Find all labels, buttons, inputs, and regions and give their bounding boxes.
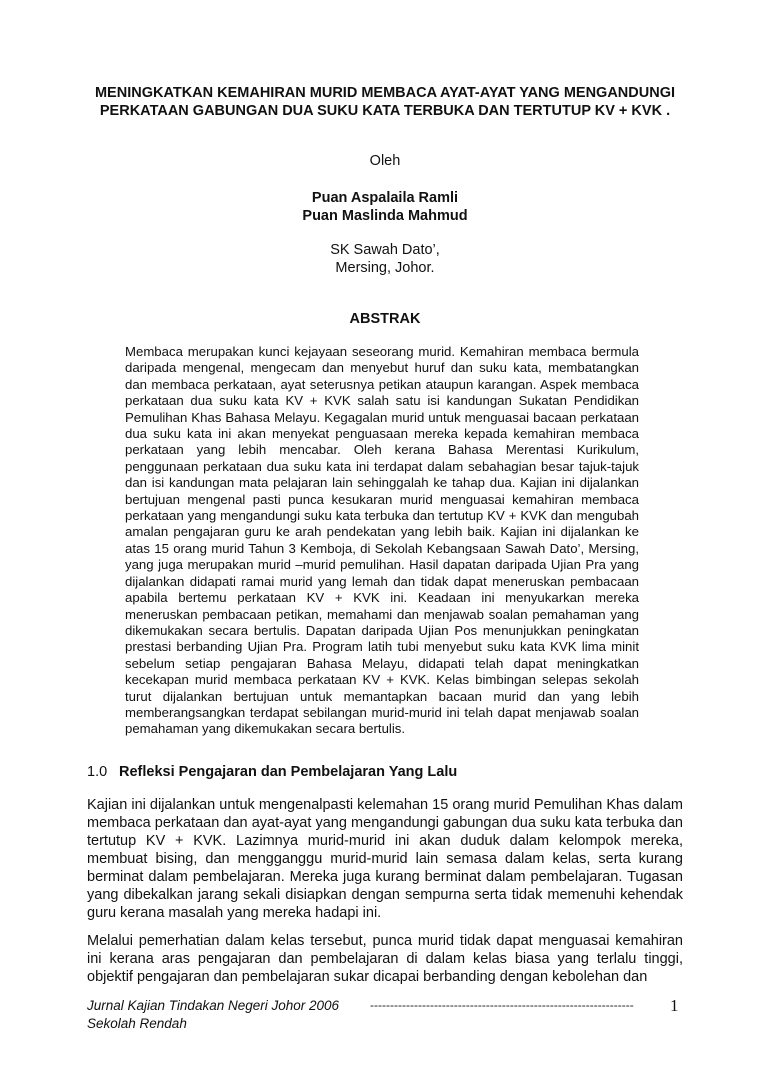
author-name: Puan Maslinda Mahmud bbox=[302, 208, 468, 224]
author-name: Puan Aspalaila Ramli bbox=[311, 190, 459, 206]
paper-title: MENINGKATKAN KEMAHIRAN MURID MEMBACA AYAT-AYAT YANG MENGANDUNGI PERKATAAN GABUNGAN DUA SUKU KATA TERBUKA DAN TERTUTUP KV + KVK . bbox=[94, 85, 676, 119]
footer-journal-name: Jurnal Kajian Tindakan Negeri Johor 2006 bbox=[87, 998, 340, 1013]
body-paragraph: Melalui pemerhatian dalam kelas tersebut, punca murid tidak dapat menguasai kemahiran ini kerana aras pengajaran dan pembelajaran di dalam kelas biasa yang terlalu tinggi, objektif pengajaran dan pembelajaran sukar dicapai berbanding dengan kebolehan dan bbox=[87, 933, 683, 985]
affiliation-school: SK Sawah Dato’, bbox=[330, 242, 440, 258]
byline: Oleh bbox=[369, 153, 401, 169]
section-title: Refleksi Pengajaran dan Pembelajaran Yang Lalu bbox=[119, 764, 458, 780]
page-number: 1 bbox=[670, 996, 679, 1015]
abstract-text: Membaca merupakan kunci kejayaan seseorang murid. Kemahiran membaca bermula daripada mengenal, mengecam dan menyebut huruf dan suku kata, membatangkan dan membaca perkataan, ayat seterusnya petikan ataupun karangan. Aspek membaca perkataan dua suku kata KV + KVK salah satu isi kandungan Sukatan Pendidikan Pemulihan Khas Bahasa Melayu. Kegagalan murid untuk menguasai bacaan perkataan dua suku kata ini akan menyekat penguasaan mereka kepada kemahiran membaca perkataan yang lebih mencabar. Oleh kerana Bahasa Merentasi Kurikulum, penggunaan perkataan dua suku kata ini terdapat dalam sebahagian besar tajuk-tajuk dan isi kandungan mata pelajaran lain sehinggalah ke tahap dua. Kajian ini dijalankan bertujuan mengenal pasti punca kesukaran murid menguasai kemahiran membaca perkataan yang mengandungi suku kata terbuka dan tertutup KV + KVK dan mengubah amalan pengajaran guru ke arah pendekatan yang lebih baik. Kajian ini dijalankan ke atas 15 orang murid Tahun 3 Kemboja, di Sekolah Kebangsaan Sawah Dato’, Mersing, yang juga merupakan murid –murid pemulihan. Hasil dapatan daripada Ujian Pra yang dijalankan didapati ramai murid yang lemah dan tidak dapat meneruskan pembacaan apabila bertemu perkataan KV + KVK ini. Keadaan ini menyukarkan mereka meneruskan pembacaan petikan, memahami dan menjawab soalan pemahaman yang dikemukakan secara bertulis. Dapatan daripada Ujian Pos menunjukkan peningkatan prestasi berbanding Ujian Pra. Program latih tubi menyebut suku kata KVK lima minit sebelum setiap pengajaran Bahasa Melayu, didapati telah dapat meningkatkan kecekapan murid membaca perkataan KV + KVK. Kelas bimbingan selepas sekolah turut dijalankan bertujuan untuk memantapkan bacaan murid dan yang lebih memberangsangkan terdapat sebilangan murid-murid ini telah dapat menjawab soalan pemahaman yang dikemukakan secara bertulis. bbox=[125, 344, 639, 737]
footer-rule: ------------------------------------------------------------------ bbox=[370, 998, 634, 1012]
section-number: 1.0 bbox=[87, 764, 108, 780]
abstract-heading: ABSTRAK bbox=[349, 311, 421, 327]
body-paragraph: Kajian ini dijalankan untuk mengenalpasti kelemahan 15 orang murid Pemulihan Khas dalam membaca perkataan dan ayat-ayat yang mengandungi gabungan dua suku kata terbuka dan tertutup KV + KVK. Lazimnya murid-murid ini akan duduk dalam kelompok mereka, membuat bising, dan mengganggu murid-murid lain semasa dalam kelas, serta kurang berminat dalam pembelajaran. Mereka juga kurang berminat dalam pembelajaran. Tugasan yang dibekalkan jarang sekali disiapkan dengan sempurna serta tidak memenuhi kehendak guru kerana masalah yang mereka hadapi ini. bbox=[87, 797, 683, 921]
footer-school-level: Sekolah Rendah bbox=[87, 1016, 187, 1031]
affiliation-location: Mersing, Johor. bbox=[335, 260, 435, 276]
section-heading bbox=[87, 763, 457, 781]
